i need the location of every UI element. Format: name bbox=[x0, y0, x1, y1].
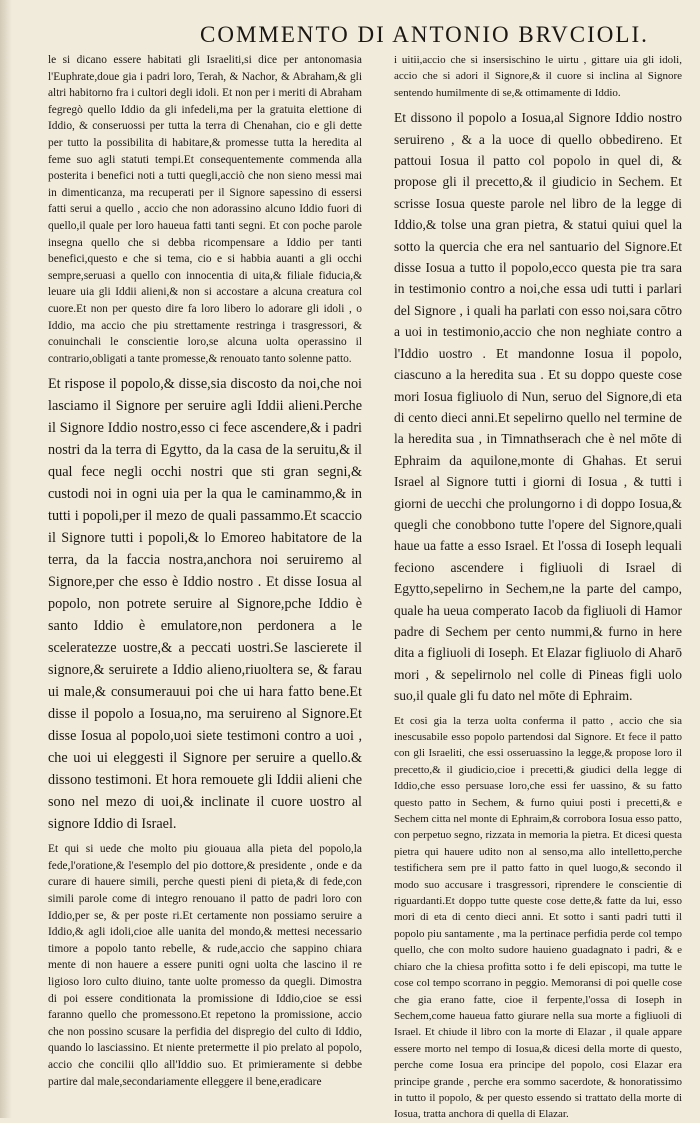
right-column bbox=[394, 52, 682, 1121]
commentary-paragraph: le si dicano essere habitati gli Israeliti,si dice per antonomasia l'Euphrate,doue gia i padri loro, Terah, & Nachor, & Abraham,& gli altri habitorno fra i cultori degli idoli. Et non per i meriti di Abraham fegregò quello Iddio da gli infedeli,ma per la gratuita elettione di Iddio, & conseruossi per tutta la terra di Chenahan, cio e gli dette per tutto la possibilita di habitare,& promesse tutta la heredita al feme suo agli statuti tempi.Et consequentemente commenda alla posterita i benefici noti a tutti quegli,acciò che non sieno messi mai in dimenticanza, ma recuperati per il Signore sapessino di essersi fatti serui a quello , accio che non adorassino alcuno Iddio fuori di quello,il quale per loro haueua fatti tanti segni. Et con poche parole insegna quello che si debba ricompensare a Iddio per tanti benefici,questo e che si tema, cio e si habbia auanti a gli occhi sempre,seruasi a quello con innocentia di uita,& filiale fiducia,& leuare uia gli Iddii alieni,& non si accostare a alcuna creatura col cuore.Et non per questo dire fa loro libero lo adorare gli idoli , o Iddio, ma accio che piu strettamente restringa i trasgressori, & conuinchali le conscientie loro,se alcuna uolta operassino il contrario,obligati a tante promesse,& renouato tanto solenne patto. bbox=[48, 54, 362, 365]
page-gutter-shadow bbox=[0, 0, 12, 1118]
scripture-paragraph: Et dissono il popolo a Iosua,al Signore Iddio nostro seruireno , & a la uoce di quello obbedireno. Et pattoui Iosua il patto col popolo in quel di, & propose gli il precetto,& il giudicio in Sechem. Et scrisse Iosua queste parole nel libro de la legge di Iddio,& tolse una gran pietra, & statui quiui quel la sotto la quercia che era nel santuario del Signore.Et disse Iosua a tutto il popolo,ecco questa pie tra sara in testimonio contro a noi,che essa udi tutti i parlari del Signore , i quali ha parlati con esso noi,sara cōtro a uoi in testimonio,accio che non neghiate contro a l'Iddio uostro . Et mandonne Iosua il popolo, ciascuno a la heredita sua . Et su doppo queste cose mori Iosua figliuolo di Nun, seruo del Signore,di eta di cento dieci anni.Et sepelirno quello nel termine de la heredita sua , in Timnathserach che è nel mōte di Ephraim da aquilone,monte di Ghahas. Et serui Israel al Signore tutti i giorni di Iosua , & tutti i giorni de uecchi che prolungorno i di doppo Iosua,& quegli che conobbono tutte l'opere del Signore,quali haue ua fatte a esso Israel. Et l'ossa di Ioseph lequali feciono ascendere i figliuoli di Israel di Egytto,sepelirno in Sechem,ne la parte del campo, quale ha ueua comperato Iacob da figliuoli di Hamor padre di Sechem per cento nummi,& furno in here dita a figliuoli di Ioseph. Et Elazar figliuolo di Aharō mori , & sepelirnolo nel colle di Pineas figli uolo suo,il quale gli fu dato nel mōte di Ephraim. bbox=[394, 110, 682, 704]
commentary-paragraph: Et cosi gia la terza uolta conferma il patto , accio che sia inescusabile esso popolo partendosi dal Signore. Et fece il patto con gli Israeliti, che essi osseruassino la legge,& propose loro il precetto,& il giudicio,cioe i precetti,& giudici della legge di Iddio,che esso persuase loro,che essi fer uassino, & su fatto questo patto in Sechem, & furno quiui posti i precetti,& e Sechem citta nel monte di Ephraim,& corrobora Iosua esso patto, con perpetuo segno, rizzata in memoria la pietra. Et dicesi questa pietra qui hauere udito non al senso,ma allo intelletto,perche testifichera sem pre il patto fatto in quel luogo,& secondo il modo suo accusare i trasgressori, riprendere le conscientie di riguardanti.Et doppo tutte queste cose dette,& fatte da lui, esso mori di eta di cento dieci anni. Et sotto i santi padri tutti il popolo piu santamente , ma la pertinace perfidia perde col tempo quello, che con molto sudore hauieno guadagnato i padri, & e chiaro che la chiesa profitta sotto i fe deli episcopi, ma tutte le cose col tempo scorrano in peggio. Memoransi di poi quelle cose che gia erano fatte, cioe il ferpente,l'ossa di Ioseph in Sechem,come haueua fatto giurare nella sua morte a figliuoli di Israel. Et chiude il libro con la morte di Elazar , il quale appare essere morto nel tempo di Iosua,& dicesi della morte di questo, perche come Iosua era principe del popolo, cosi Elazar era principe grande , perche era sommo sacerdote, & honoratissimo in tutto il popolo, & per questo essendo si trattato della morte di Iosua, tratta anchora di quella di Elazar. bbox=[394, 714, 682, 1121]
running-header: COMMENTO DI ANTONIO BRVCIOLI. bbox=[200, 22, 649, 47]
commentary-paragraph: i uitii,accio che si insersischino le uirtu , gittare uia gli idoli, accio che si adori il Signore,& il cuore si inclina al Signore sentendo humilmente di se,& ottimamente di Iddio. bbox=[394, 54, 682, 99]
scripture-paragraph: Et rispose il popolo,& disse,sia discosto da noi,che noi lasciamo il Signore per seruire agli Iddii alieni.Perche il Signore Iddio nostro,esso ci fece ascendere,& i padri nostri da la terra di Egytto, da la casa de la seruitu,& il qual fece negli occhi nostri que sti gran segni,& custodi noi in ogni uia per la qua le caminammo,& in tutti i popoli,per il mezo de quali passammo.Et scaccio il Signore tutti i popoli,& lo Emoreo habitatore de la terra, da la faccia nostra,anchora noi seruiremo al Signore,per che esso è Iddio nostro . Et disse Iosua al popolo, non potrete seruire al Signore,pche Iddio è santo Iddio è emulatore,non perdonera a le sceleratezze uostre,& a peccati uostri.Se lascierete il signore,& seruirete a Iddio alieno,riuoltera se, & farau ui male,& consumerauui poi che ui hara fatto bene.Et disse il popolo a Iosua,no, ma seruireno al Signore.Et disse Iosua al popolo,uoi siete testimoni contro a uoi , che uoi ui eleggesti il Signore per seruire a quello.& dissono testimoni. Et hora remouete gli Iddii alieni che sono nel mezo di uoi,& inclinate il cuore uostro al signore Iddio di Israel. bbox=[48, 376, 362, 833]
left-column bbox=[48, 52, 362, 1092]
commentary-paragraph: Et qui si uede che molto piu giouaua alla pieta del popolo,la fede,l'oratione,& l'esemplo del pio dottore,& presidente , onde e da curare di hauere simili, perche questi pieni di pieta,& di fede,con simili parole come di integro renouano il patto de padri loro con Iddio,per se, & per poste ri.Et certamente non possiamo seruire a Iddio,& agli idoli,cioe alle uanita del mondo,& mettesi necessario timore a popolo tanto rebelle, & rude,accio che sappino chiara mente di non hauere a essere puniti ogni uolta che lascino il re ligioso loro culto diuino, tante uolte promesso da quegli. Dimostra di poi essere conditionata la promissione di Iddio,cioe se essi faranno quello che promessono.Et repetono la promissione, accio che non possino scusare la perfidia del dispregio del culto di Iddio, quando lo lasciassino. Et niente pretermette il pio prelato al popolo, accio che concilii qllo all'Iddio suo. Et primieramente si debbe partire dal male,secondariamente elleggere il bene,eradicare bbox=[48, 843, 362, 1088]
